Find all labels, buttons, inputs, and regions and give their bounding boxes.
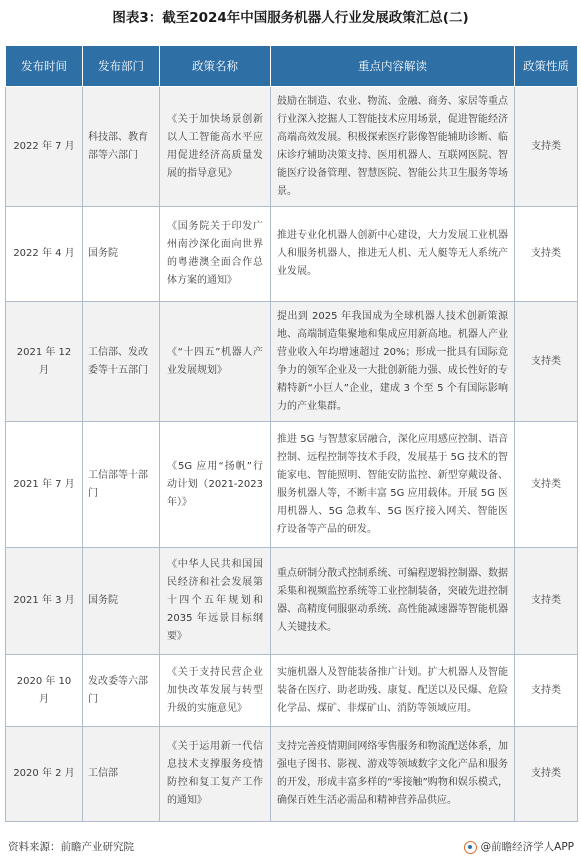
brand-text: @前瞻经济学人APP [480, 841, 574, 853]
footer [5, 838, 576, 856]
cell-dept: 国务院 [83, 207, 160, 302]
qianzhan-logo-icon [464, 841, 477, 854]
table-row [6, 87, 578, 207]
cell-nature: 支持类 [515, 422, 578, 548]
cell-content: 推进 5G 与智慧家居融合，深化应用感应控制、语音控制、远程控制等技术手段，发展基于 5G 技术的智能家电、智能照明、智能安防监控、新型穿戴设备、服务机器人等，不断丰富 5G 应用载体。开展 5G 医用机器人、5G 急救车、5G 医疗接入网关、智能医疗设备等产品的研发。 [271, 422, 515, 548]
page-title: 图表3：截至2024年中国服务机器人行业发展政策汇总(二) [112, 10, 469, 26]
cell-policy-name: 《关于加快场景创新以人工智能高水平应用促进经济高质量发展的指导意见》 [160, 87, 271, 207]
header-nature: 政策性质 [515, 46, 578, 87]
header-policy-name: 政策名称 [160, 46, 271, 87]
cell-content: 提出到 2025 年我国成为全球机器人技术创新策源地、高端制造集聚地和集成应用新高地。机器人产业营业收入年均增速超过 20%；形成一批具有国际竞争力的领军企业及一大批创新能力强、成长性好的专精特新“小巨人”企业，建成 3 个至 5 个有国际影响力的产业集群。 [271, 302, 515, 422]
cell-date: 2022 年 4 月 [6, 207, 83, 302]
header-dept: 发布部门 [83, 46, 160, 87]
cell-date: 2022 年 7 月 [6, 87, 83, 207]
policy-table [5, 45, 578, 822]
cell-nature: 支持类 [515, 302, 578, 422]
cell-dept: 工信部 [83, 727, 160, 822]
brand-credit [464, 838, 574, 856]
cell-policy-name: 《关于运用新一代信息技术支撑服务疫情防控和复工复产工作的通知》 [160, 727, 271, 822]
cell-nature: 支持类 [515, 548, 578, 655]
cell-policy-name: 《5G 应用“扬帆”行动计划（2021-2023 年）》 [160, 422, 271, 548]
cell-dept: 国务院 [83, 548, 160, 655]
cell-nature: 支持类 [515, 207, 578, 302]
cell-content: 实施机器人及智能装备推广计划。扩大机器人及智能装备在医疗、助老助残、康复、配送以及民爆、危险化学品、煤矿、非煤矿山、消防等领域应用。 [271, 655, 515, 727]
table-row [6, 207, 578, 302]
header-date: 发布时间 [6, 46, 83, 87]
cell-content: 支持完善疫情期间网络零售服务和物流配送体系，加强电子图书、影视、游戏等领域数字文化产品和服务的开发，形成丰富多样的“零接触”购物和娱乐模式，确保百姓生活必需品和精神营养品供应。 [271, 727, 515, 822]
cell-dept: 工信部等十部门 [83, 422, 160, 548]
table-row [6, 422, 578, 548]
cell-date: 2020 年 2 月 [6, 727, 83, 822]
table-row [6, 302, 578, 422]
cell-policy-name: 《“十四五”机器人产业发展规划》 [160, 302, 271, 422]
table-header-row [6, 46, 578, 87]
cell-nature: 支持类 [515, 655, 578, 727]
cell-date: 2021 年 12 月 [6, 302, 83, 422]
cell-policy-name: 《中华人民共和国国民经济和社会发展第十四个五年规划和 2035 年远景目标纲要》 [160, 548, 271, 655]
cell-dept: 发改委等六部门 [83, 655, 160, 727]
cell-content: 鼓励在制造、农业、物流、金融、商务、家居等重点行业深入挖掘人工智能技术应用场景，促进智能经济高端高效发展。积极探索医疗影像智能辅助诊断、临床诊疗辅助决策支持、医用机器人、互联网医院、智能医疗设备管理、智慧医院、智能公共卫生服务等场景。 [271, 87, 515, 207]
cell-nature: 支持类 [515, 727, 578, 822]
cell-dept: 工信部、发改委等十五部门 [83, 302, 160, 422]
cell-dept: 科技部、教育部等六部门 [83, 87, 160, 207]
cell-date: 2020 年 10 月 [6, 655, 83, 727]
table-row [6, 655, 578, 727]
cell-content: 重点研制分散式控制系统、可编程逻辑控制器、数据采集和视频监控系统等工业控制装备，突破先进控制器、高精度伺服驱动系统、高性能减速器等智能机器人关键技术。 [271, 548, 515, 655]
cell-nature: 支持类 [515, 87, 578, 207]
table-row [6, 548, 578, 655]
cell-content: 推进专业化机器人创新中心建设，大力发展工业机器人和服务机器人，推进无人机、无人艇等无人系统产业发展。 [271, 207, 515, 302]
cell-policy-name: 《关于支持民营企业加快改革发展与转型升级的实施意见》 [160, 655, 271, 727]
table-row [6, 727, 578, 822]
cell-date: 2021 年 7 月 [6, 422, 83, 548]
cell-date: 2021 年 3 月 [6, 548, 83, 655]
header-content: 重点内容解读 [271, 46, 515, 87]
cell-policy-name: 《国务院关于印发广州南沙深化面向世界的粤港澳全面合作总体方案的通知》 [160, 207, 271, 302]
source-note: 资料来源：前瞻产业研究院 [8, 841, 134, 853]
